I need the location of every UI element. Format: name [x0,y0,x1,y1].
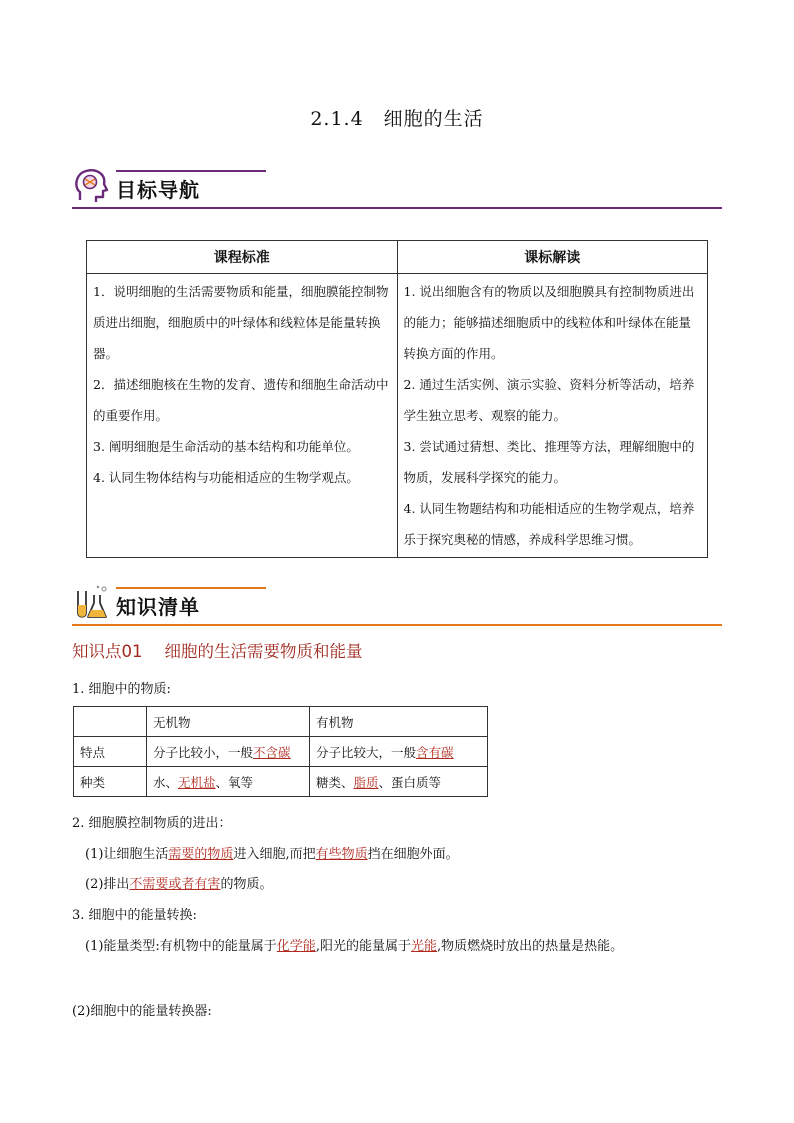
table-row [74,767,488,797]
item-energy-1: (1)能量类型:有机物中的能量属于化学能,阳光的能量属于光能,物质燃烧时放出的热量是热能。 [85,939,624,954]
item-membrane-1: (1)让细胞生活需要的物质进入细胞,而把有些物质挡在细胞外面。 [85,847,459,862]
list-item: 3. 阐明细胞是生命活动的基本结构和功能单位。 [93,439,359,454]
cell-organic-feature: 分子比较大，一般含有碳 [310,737,488,767]
section-rule [72,207,722,209]
table-row [87,274,708,558]
list-item: 2．描述细胞核在生物的发育、遗传和细胞生命活动中的重要作用。 [93,377,389,423]
header-interpretation: 课标解读 [397,241,708,274]
curriculum-table [86,240,708,558]
header-standard: 课程标准 [87,241,398,274]
item-membrane: 2. 细胞膜控制物质的进出： [72,816,232,831]
list-item: 3. 尝试通过猜想、类比、推理等方法，理解细胞中的物质，发展科学探究的能力。 [403,439,695,485]
table-cell-empty [74,707,147,737]
cell-organic-type: 糖类、脂质、蛋白质等 [310,767,488,797]
knowledge-point-label: 知识点01 [72,642,143,661]
interpretation-cell [397,274,708,558]
keyword: 有些物质 [315,847,368,862]
standard-cell [87,274,398,558]
section-title-goals: 目标导航 [116,178,200,202]
knowledge-point-title [72,638,363,662]
item-energy: 3. 细胞中的能量转换: [72,908,197,923]
list-item: 4. 认同生物题结构和功能相适应的生物学观点，培养乐于探究奥秘的情感，养成科学思维习惯。 [403,501,695,547]
knowledge-point-name: 细胞的生活需要物质和能量 [164,642,363,661]
list-item: 1．说明细胞的生活需要物质和能量，细胞膜能控制物质进出细胞，细胞质中的叶绿体和线粒体是能量转换器。 [93,284,389,361]
row-label-feature: 特点 [74,737,147,767]
keyword: 需要的物质 [168,847,234,862]
keyword: 含有碳 [416,744,454,760]
list-item: 4. 认同生物体结构与功能相适应的生物学观点。 [93,470,359,485]
keyword: 光能 [410,939,437,954]
substance-table [73,706,488,797]
table-header-row [87,241,708,274]
item-energy-2: (2)细胞中的能量转换器: [72,1004,212,1019]
section-deco-line [116,170,266,172]
keyword: 不需要或者有害 [129,877,221,892]
header-organic: 有机物 [310,707,488,737]
cell-inorganic-type: 水、无机盐、氧等 [147,767,310,797]
row-label-type: 种类 [74,767,147,797]
cell-inorganic-feature: 分子比较小，一般不含碳 [147,737,310,767]
item-substances: 1. 细胞中的物质: [72,682,171,697]
table-row [74,707,488,737]
lab-flask-icon [72,583,112,623]
keyword: 脂质 [353,774,379,790]
keyword: 无机盐 [178,774,216,790]
list-item: 2. 通过生活实例、演示实验、资料分析等活动，培养学生独立思考、观察的能力。 [403,377,695,423]
section-deco-line [116,587,266,589]
list-item: 1. 说出细胞含有的物质以及细胞膜具有控制物质进出的能力；能够描述细胞质中的线粒体和叶绿体在能量转换方面的作用。 [403,284,695,361]
keyword: 化学能 [276,939,316,954]
table-row [74,737,488,767]
section-title-knowledge: 知识清单 [116,595,200,619]
item-membrane-2: (2)排出不需要或者有害的物质。 [85,877,273,892]
section-rule [72,624,722,626]
page-title: 2.1.4 细胞的生活 [310,108,484,130]
brain-head-icon [72,166,112,206]
header-inorganic: 无机物 [147,707,310,737]
keyword: 不含碳 [253,744,291,760]
